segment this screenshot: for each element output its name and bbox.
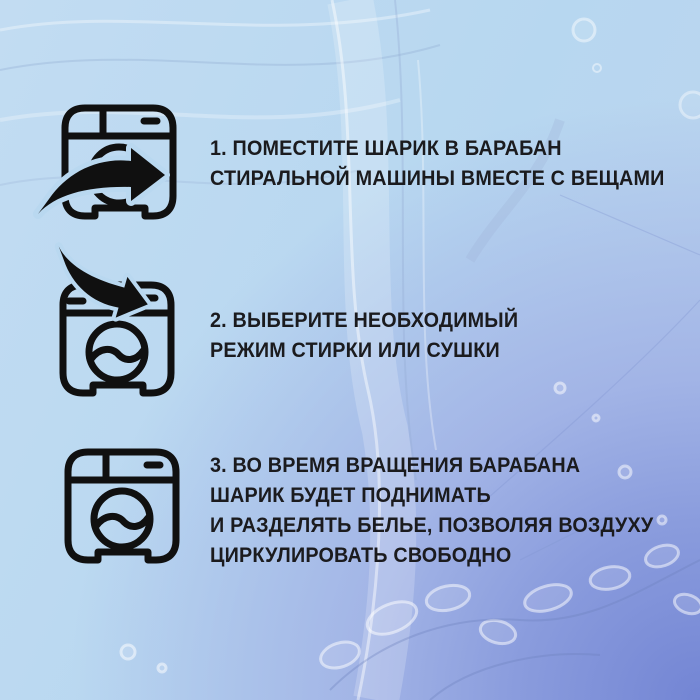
step-1-text [210,133,665,193]
washing-machine-load-top-icon [13,233,189,405]
step-1-line-1: 1. ПОМЕСТИТЕ ШАРИК В БАРАБАН [210,136,562,160]
step-3-line-4: ЦИРКУЛИРОВАТЬ СВОБОДНО [210,543,512,567]
step-1-line-2: СТИРАЛЬНОЙ МАШИНЫ ВМЕСТЕ С ВЕЩАМИ [210,166,665,190]
step-3-line-2: ШАРИК БУДЕТ ПОДНИМАТЬ [210,483,491,507]
step-3-line-3: И РАЗДЕЛЯТЬ БЕЛЬЕ, ПОЗВОЛЯЯ ВОЗДУХУ [210,513,654,537]
step-2-line-2: РЕЖИМ СТИРКИ ИЛИ СУШКИ [210,338,500,362]
washing-machine-ball-into-drum-icon [15,56,191,228]
step-3-text [210,450,653,570]
arrow-into-drum-icon [38,148,165,214]
step-2-text [210,305,518,365]
washing-machine-icon [18,400,194,572]
step-3-line-1: 3. ВО ВРЕМЯ ВРАЩЕНИЯ БАРАБАНА [210,453,581,477]
step-2-line-1: 2. ВЫБЕРИТЕ НЕОБХОДИМЫЙ [210,308,519,332]
